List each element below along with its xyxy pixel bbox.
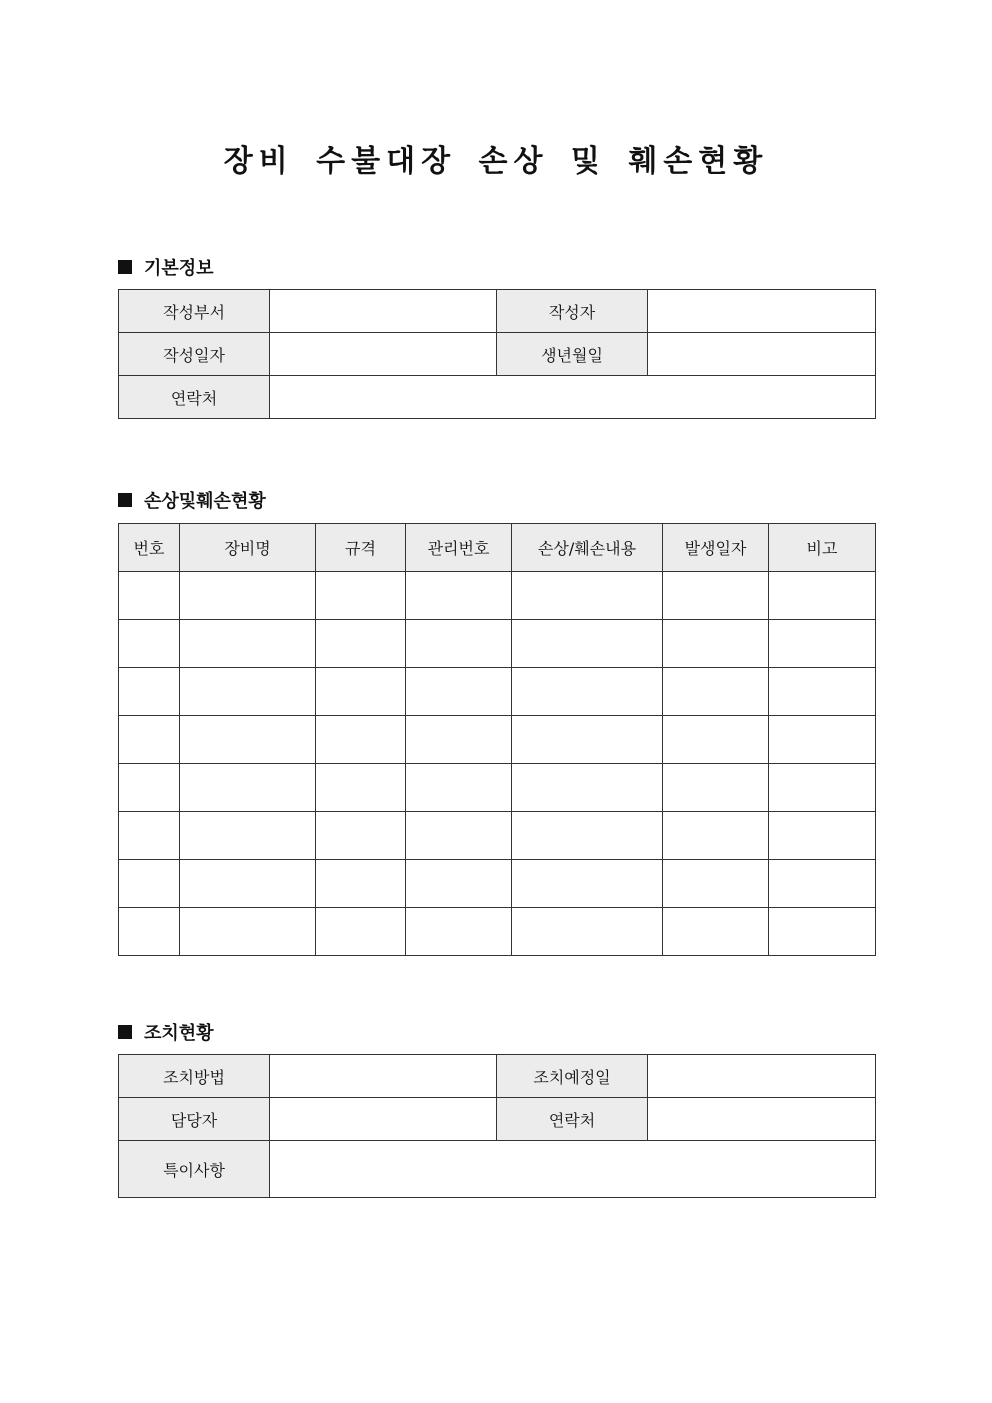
table-cell[interactable]	[769, 668, 876, 716]
table-cell[interactable]	[316, 908, 406, 956]
label-birthdate: 생년월일	[497, 333, 648, 376]
table-cell[interactable]	[316, 668, 406, 716]
table-cell[interactable]	[180, 860, 316, 908]
table-cell[interactable]	[119, 860, 180, 908]
basic-info-table	[118, 289, 876, 419]
table-cell[interactable]	[316, 620, 406, 668]
table-cell[interactable]	[769, 764, 876, 812]
label-manager: 담당자	[119, 1098, 270, 1141]
column-header: 손상/훼손내용	[512, 524, 663, 572]
table-cell[interactable]	[316, 812, 406, 860]
table-cell[interactable]	[512, 716, 663, 764]
square-bullet-icon	[118, 260, 132, 274]
square-bullet-icon	[118, 493, 132, 507]
table-cell[interactable]	[119, 668, 180, 716]
table-row	[119, 716, 876, 764]
field-department[interactable]	[270, 290, 497, 333]
table-cell[interactable]	[512, 908, 663, 956]
table-cell[interactable]	[316, 764, 406, 812]
table-row	[119, 1141, 876, 1198]
table-cell[interactable]	[180, 716, 316, 764]
table-row	[119, 908, 876, 956]
label-planned-date: 조치예정일	[497, 1055, 648, 1098]
table-cell[interactable]	[180, 908, 316, 956]
table-row	[119, 812, 876, 860]
table-cell[interactable]	[316, 572, 406, 620]
table-cell[interactable]	[663, 908, 769, 956]
table-cell[interactable]	[406, 716, 512, 764]
table-row	[119, 860, 876, 908]
table-cell[interactable]	[512, 572, 663, 620]
column-header: 발생일자	[663, 524, 769, 572]
damage-table-body	[119, 572, 876, 956]
table-cell[interactable]	[512, 668, 663, 716]
table-cell[interactable]	[406, 620, 512, 668]
table-cell[interactable]	[406, 860, 512, 908]
page-title: 장비 수불대장 손상 및 훼손현황	[223, 144, 769, 179]
label-action-method: 조치방법	[119, 1055, 270, 1098]
field-date[interactable]	[270, 333, 497, 376]
table-cell[interactable]	[663, 860, 769, 908]
column-header: 번호	[119, 524, 180, 572]
table-cell[interactable]	[119, 812, 180, 860]
table-cell[interactable]	[663, 716, 769, 764]
column-header: 비고	[769, 524, 876, 572]
table-row	[119, 376, 876, 419]
table-cell[interactable]	[119, 620, 180, 668]
table-cell[interactable]	[406, 764, 512, 812]
table-cell[interactable]	[119, 716, 180, 764]
table-cell[interactable]	[663, 764, 769, 812]
damage-table	[118, 523, 876, 956]
table-cell[interactable]	[180, 668, 316, 716]
column-header: 규격	[316, 524, 406, 572]
table-cell[interactable]	[180, 620, 316, 668]
table-row	[119, 1098, 876, 1141]
table-cell[interactable]	[406, 572, 512, 620]
table-cell[interactable]	[119, 908, 180, 956]
column-header: 관리번호	[406, 524, 512, 572]
square-bullet-icon	[118, 1025, 132, 1039]
label-contact: 연락처	[119, 376, 270, 419]
field-author[interactable]	[648, 290, 876, 333]
table-cell[interactable]	[663, 668, 769, 716]
table-cell[interactable]	[663, 620, 769, 668]
section-heading-label: 조치현황	[144, 1023, 214, 1044]
label-remarks: 특이사항	[119, 1141, 270, 1198]
section-heading-label: 손상및훼손현황	[144, 491, 266, 512]
table-cell[interactable]	[512, 860, 663, 908]
field-manager-contact[interactable]	[648, 1098, 876, 1141]
table-cell[interactable]	[769, 572, 876, 620]
label-author: 작성자	[497, 290, 648, 333]
table-row	[119, 668, 876, 716]
section-heading-label: 기본정보	[144, 258, 214, 279]
table-cell[interactable]	[316, 860, 406, 908]
label-department: 작성부서	[119, 290, 270, 333]
table-cell[interactable]	[769, 812, 876, 860]
table-row	[119, 333, 876, 376]
column-header: 장비명	[180, 524, 316, 572]
table-cell[interactable]	[512, 620, 663, 668]
table-cell[interactable]	[406, 812, 512, 860]
label-manager-contact: 연락처	[497, 1098, 648, 1141]
table-row	[119, 572, 876, 620]
field-manager[interactable]	[270, 1098, 497, 1141]
table-row	[119, 1055, 876, 1098]
table-cell[interactable]	[180, 812, 316, 860]
section-heading-action	[118, 1019, 214, 1045]
field-planned-date[interactable]	[648, 1055, 876, 1098]
action-table	[118, 1054, 876, 1198]
table-cell[interactable]	[180, 572, 316, 620]
label-date: 작성일자	[119, 333, 270, 376]
section-heading-damage	[118, 487, 266, 513]
table-row	[119, 620, 876, 668]
section-heading-basic-info	[118, 254, 214, 280]
table-cell[interactable]	[406, 668, 512, 716]
table-cell[interactable]	[769, 620, 876, 668]
table-cell[interactable]	[180, 764, 316, 812]
table-cell[interactable]	[769, 716, 876, 764]
table-cell[interactable]	[769, 860, 876, 908]
table-row	[119, 764, 876, 812]
table-cell[interactable]	[316, 716, 406, 764]
table-cell[interactable]	[512, 812, 663, 860]
table-row	[119, 290, 876, 333]
field-action-method[interactable]	[270, 1055, 497, 1098]
field-contact[interactable]	[270, 376, 876, 419]
table-cell[interactable]	[119, 572, 180, 620]
field-remarks[interactable]	[270, 1141, 876, 1198]
table-cell[interactable]	[769, 908, 876, 956]
table-cell[interactable]	[663, 572, 769, 620]
field-birthdate[interactable]	[648, 333, 876, 376]
table-cell[interactable]	[119, 764, 180, 812]
table-cell[interactable]	[512, 764, 663, 812]
table-cell[interactable]	[663, 812, 769, 860]
table-cell[interactable]	[406, 908, 512, 956]
table-header-row	[119, 524, 876, 572]
